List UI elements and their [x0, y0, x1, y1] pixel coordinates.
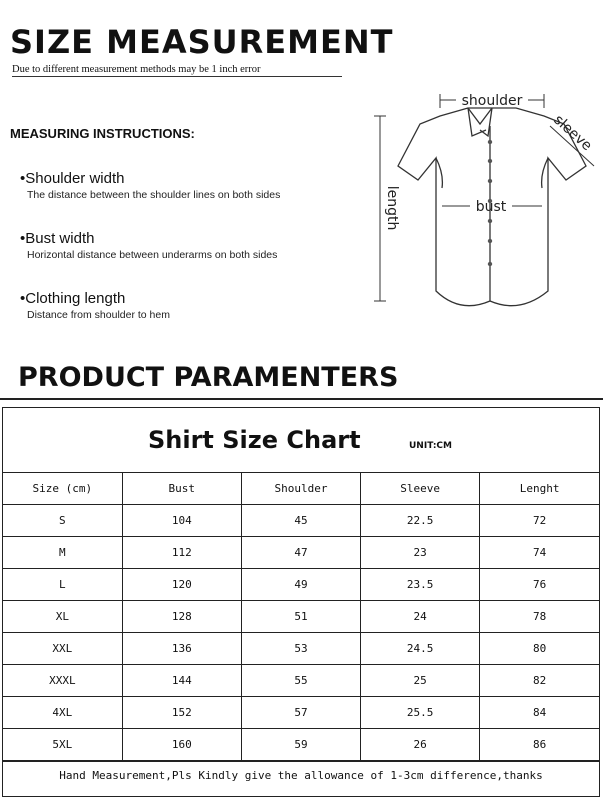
instruction-bust [20, 230, 277, 262]
length-cell: 78 [480, 601, 599, 633]
size-cell: L [3, 569, 122, 601]
sleeve-cell: 22.5 [361, 505, 480, 537]
length-cell: 82 [480, 665, 599, 697]
instruction-length [20, 290, 170, 322]
sleeve-cell: 23 [361, 537, 480, 569]
sleeve-cell: 24 [361, 601, 480, 633]
shoulder-cell: 53 [241, 633, 360, 665]
shoulder-cell: 51 [241, 601, 360, 633]
instruction-name: •Clothing length [20, 290, 126, 307]
shoulder-cell: 47 [241, 537, 360, 569]
bust-cell: 144 [122, 665, 241, 697]
table-row [3, 537, 599, 569]
table-row [3, 665, 599, 697]
shirt-collar [468, 108, 492, 136]
column-header-length: Lenght [480, 473, 599, 505]
bust-cell: 160 [122, 729, 241, 761]
column-header-bust: Bust [122, 473, 241, 505]
instruction-desc: The distance between the shoulder lines on both sides [27, 189, 281, 201]
length-label: length [384, 185, 400, 231]
length-cell: 74 [480, 537, 599, 569]
table-header-row [3, 473, 599, 505]
column-header-sleeve: Sleeve [361, 473, 480, 505]
table-row [3, 505, 599, 537]
length-cell: 86 [480, 729, 599, 761]
table-row [3, 729, 599, 761]
measurement-error-note: Due to different measurement methods may be 1 inch error [12, 64, 342, 77]
instruction-desc: Distance from shoulder to hem [27, 309, 170, 321]
size-cell: 4XL [3, 697, 122, 729]
table-row [3, 569, 599, 601]
allowance-note: Hand Measurement,Pls Kindly give the allowance of 1-3cm difference,thanks [3, 761, 599, 790]
page-title: SIZE MEASUREMENT [10, 23, 394, 61]
bust-label: bust [475, 199, 507, 215]
bust-cell: 104 [122, 505, 241, 537]
instructions-heading: MEASURING INSTRUCTIONS: [10, 126, 195, 141]
size-cell: XXL [3, 633, 122, 665]
sleeve-cell: 26 [361, 729, 480, 761]
instruction-name: •Bust width [20, 230, 95, 247]
size-table [3, 473, 599, 761]
length-cell: 72 [480, 505, 599, 537]
shoulder-label: shoulder [461, 93, 523, 109]
sleeve-cell: 25 [361, 665, 480, 697]
size-cell: M [3, 537, 122, 569]
section-divider [0, 398, 603, 400]
table-row [3, 697, 599, 729]
instruction-desc: Horizontal distance between underarms on both sides [27, 249, 278, 261]
size-cell: 5XL [3, 729, 122, 761]
shirt-armholes [436, 158, 548, 188]
shoulder-cell: 45 [241, 505, 360, 537]
column-header-size: Size (cm) [3, 473, 122, 505]
sleeve-cell: 23.5 [361, 569, 480, 601]
bust-cell: 152 [122, 697, 241, 729]
size-chart-title: Shirt Size Chart [148, 426, 361, 454]
sleeve-cell: 24.5 [361, 633, 480, 665]
product-parameters-heading: PRODUCT PARAMENTERS [18, 362, 399, 393]
length-cell: 76 [480, 569, 599, 601]
bust-cell: 128 [122, 601, 241, 633]
bust-cell: 136 [122, 633, 241, 665]
shirt-measurement-diagram [360, 86, 600, 326]
size-cell: XL [3, 601, 122, 633]
size-cell: S [3, 505, 122, 537]
instruction-name: •Shoulder width [20, 170, 125, 187]
sleeve-cell: 25.5 [361, 697, 480, 729]
table-row [3, 601, 599, 633]
column-header-shoulder: Shoulder [241, 473, 360, 505]
instruction-shoulder [20, 170, 280, 202]
shoulder-cell: 57 [241, 697, 360, 729]
size-chart-header [3, 408, 599, 473]
length-cell: 84 [480, 697, 599, 729]
shoulder-cell: 55 [241, 665, 360, 697]
sleeve-label: sleeve [550, 111, 595, 155]
shoulder-cell: 49 [241, 569, 360, 601]
bust-cell: 120 [122, 569, 241, 601]
size-cell: XXXL [3, 665, 122, 697]
bust-cell: 112 [122, 537, 241, 569]
size-chart [2, 407, 600, 797]
unit-label: UNIT:CM [409, 441, 452, 451]
shoulder-cell: 59 [241, 729, 360, 761]
table-row [3, 633, 599, 665]
length-cell: 80 [480, 633, 599, 665]
